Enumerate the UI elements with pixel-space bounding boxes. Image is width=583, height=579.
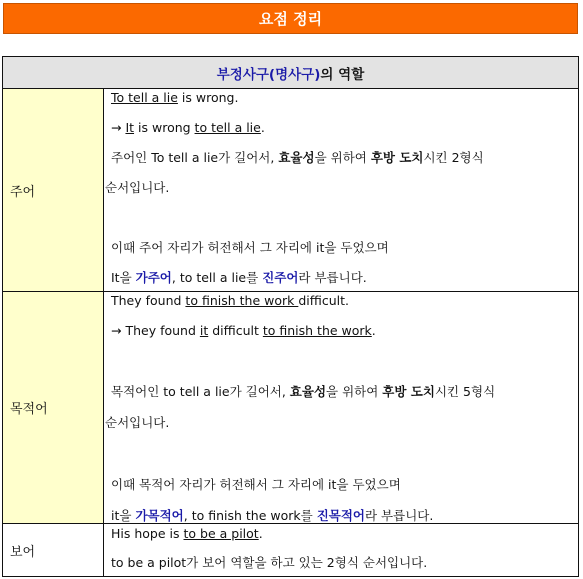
row-label-complement [3,524,104,576]
object-line-6 [111,508,433,524]
row-label-object [3,292,104,524]
bold-term: 후방 도치 [370,150,424,165]
label-text: 주어 [10,184,36,200]
object-line-2 [111,323,376,339]
text: 시킨 5형식 [434,384,496,399]
label-text: 목적어 [10,402,48,417]
text: difficult [208,323,263,338]
text: 라 부릅니다. [298,270,367,285]
banner-title: 요점 정리 [258,10,323,28]
subject-line-1 [111,90,238,106]
text: is wrong. [177,90,239,105]
underlined-it: it [199,323,209,338]
complement-line-1 [111,526,263,542]
bold-term: 후방 도치 [382,384,435,399]
text: 시킨 2형식 [423,150,484,165]
object-line-4 [105,415,169,431]
text: 을 위하여 [314,150,371,165]
text: They found [111,293,186,308]
text: . [260,120,265,135]
underlined-phrase: to be a pilot [183,526,259,541]
text: 순서입니다. [105,180,170,195]
row-label-subject [3,89,104,292]
dummy-subject-term: 가주어 [135,270,172,285]
row-divider [104,291,578,292]
text: It을 [111,270,136,285]
real-object-term: 진목적어 [316,508,365,523]
text: 순서입니다. [105,415,170,430]
real-subject-term: 진주어 [262,270,299,285]
dummy-object-term: 가목적어 [135,508,184,523]
subject-line-6 [111,270,367,286]
text: 주어인 To tell a lie가 길어서, [111,150,279,165]
text: difficult. [298,293,349,308]
underlined-phrase: to tell a lie [194,120,261,135]
underlined-phrase: To tell a lie [111,90,178,105]
object-line-5 [111,477,401,493]
subject-line-2 [111,120,265,136]
text: 이때 주어 자리가 허전해서 그 자리에 it을 두었으며 [111,240,389,255]
text: His hope is [111,526,184,541]
underlined-phrase: to finish the work [262,323,372,338]
text: is wrong [134,120,195,135]
text: , to tell a lie를 [171,270,263,285]
text: 이때 목적어 자리가 허전해서 그 자리에 it을 두었으며 [111,477,401,492]
header-role: 의 역할 [320,66,365,83]
text: , to finish the work를 [183,508,317,523]
text: . [258,526,263,541]
subject-line-5 [111,240,389,256]
text: 목적어인 to tell a lie가 길어서, [111,384,290,399]
text: → They found [111,323,200,338]
text: it을 [111,508,136,523]
subject-line-3 [111,150,484,166]
header-phrase: 부정사구(명사구) [216,66,321,83]
underlined-phrase: to finish the work [185,293,299,308]
text: 라 부릅니다. [365,508,434,523]
subject-line-4 [105,180,169,196]
text: . [371,323,376,338]
object-line-1 [111,293,349,309]
underlined-it: It [125,120,135,135]
complement-line-2 [111,555,427,571]
label-text: 보어 [10,544,36,560]
arrow-text: → [111,120,126,135]
summary-table [2,56,579,577]
bold-term: 효율성 [278,150,315,165]
text: to be a pilot가 보어 역할을 하고 있는 2형식 순서입니다. [111,555,428,570]
object-line-3 [111,384,495,400]
bold-term: 효율성 [289,384,327,399]
summary-banner [3,3,578,34]
table-header [3,57,578,89]
text: 을 위하여 [326,384,383,399]
